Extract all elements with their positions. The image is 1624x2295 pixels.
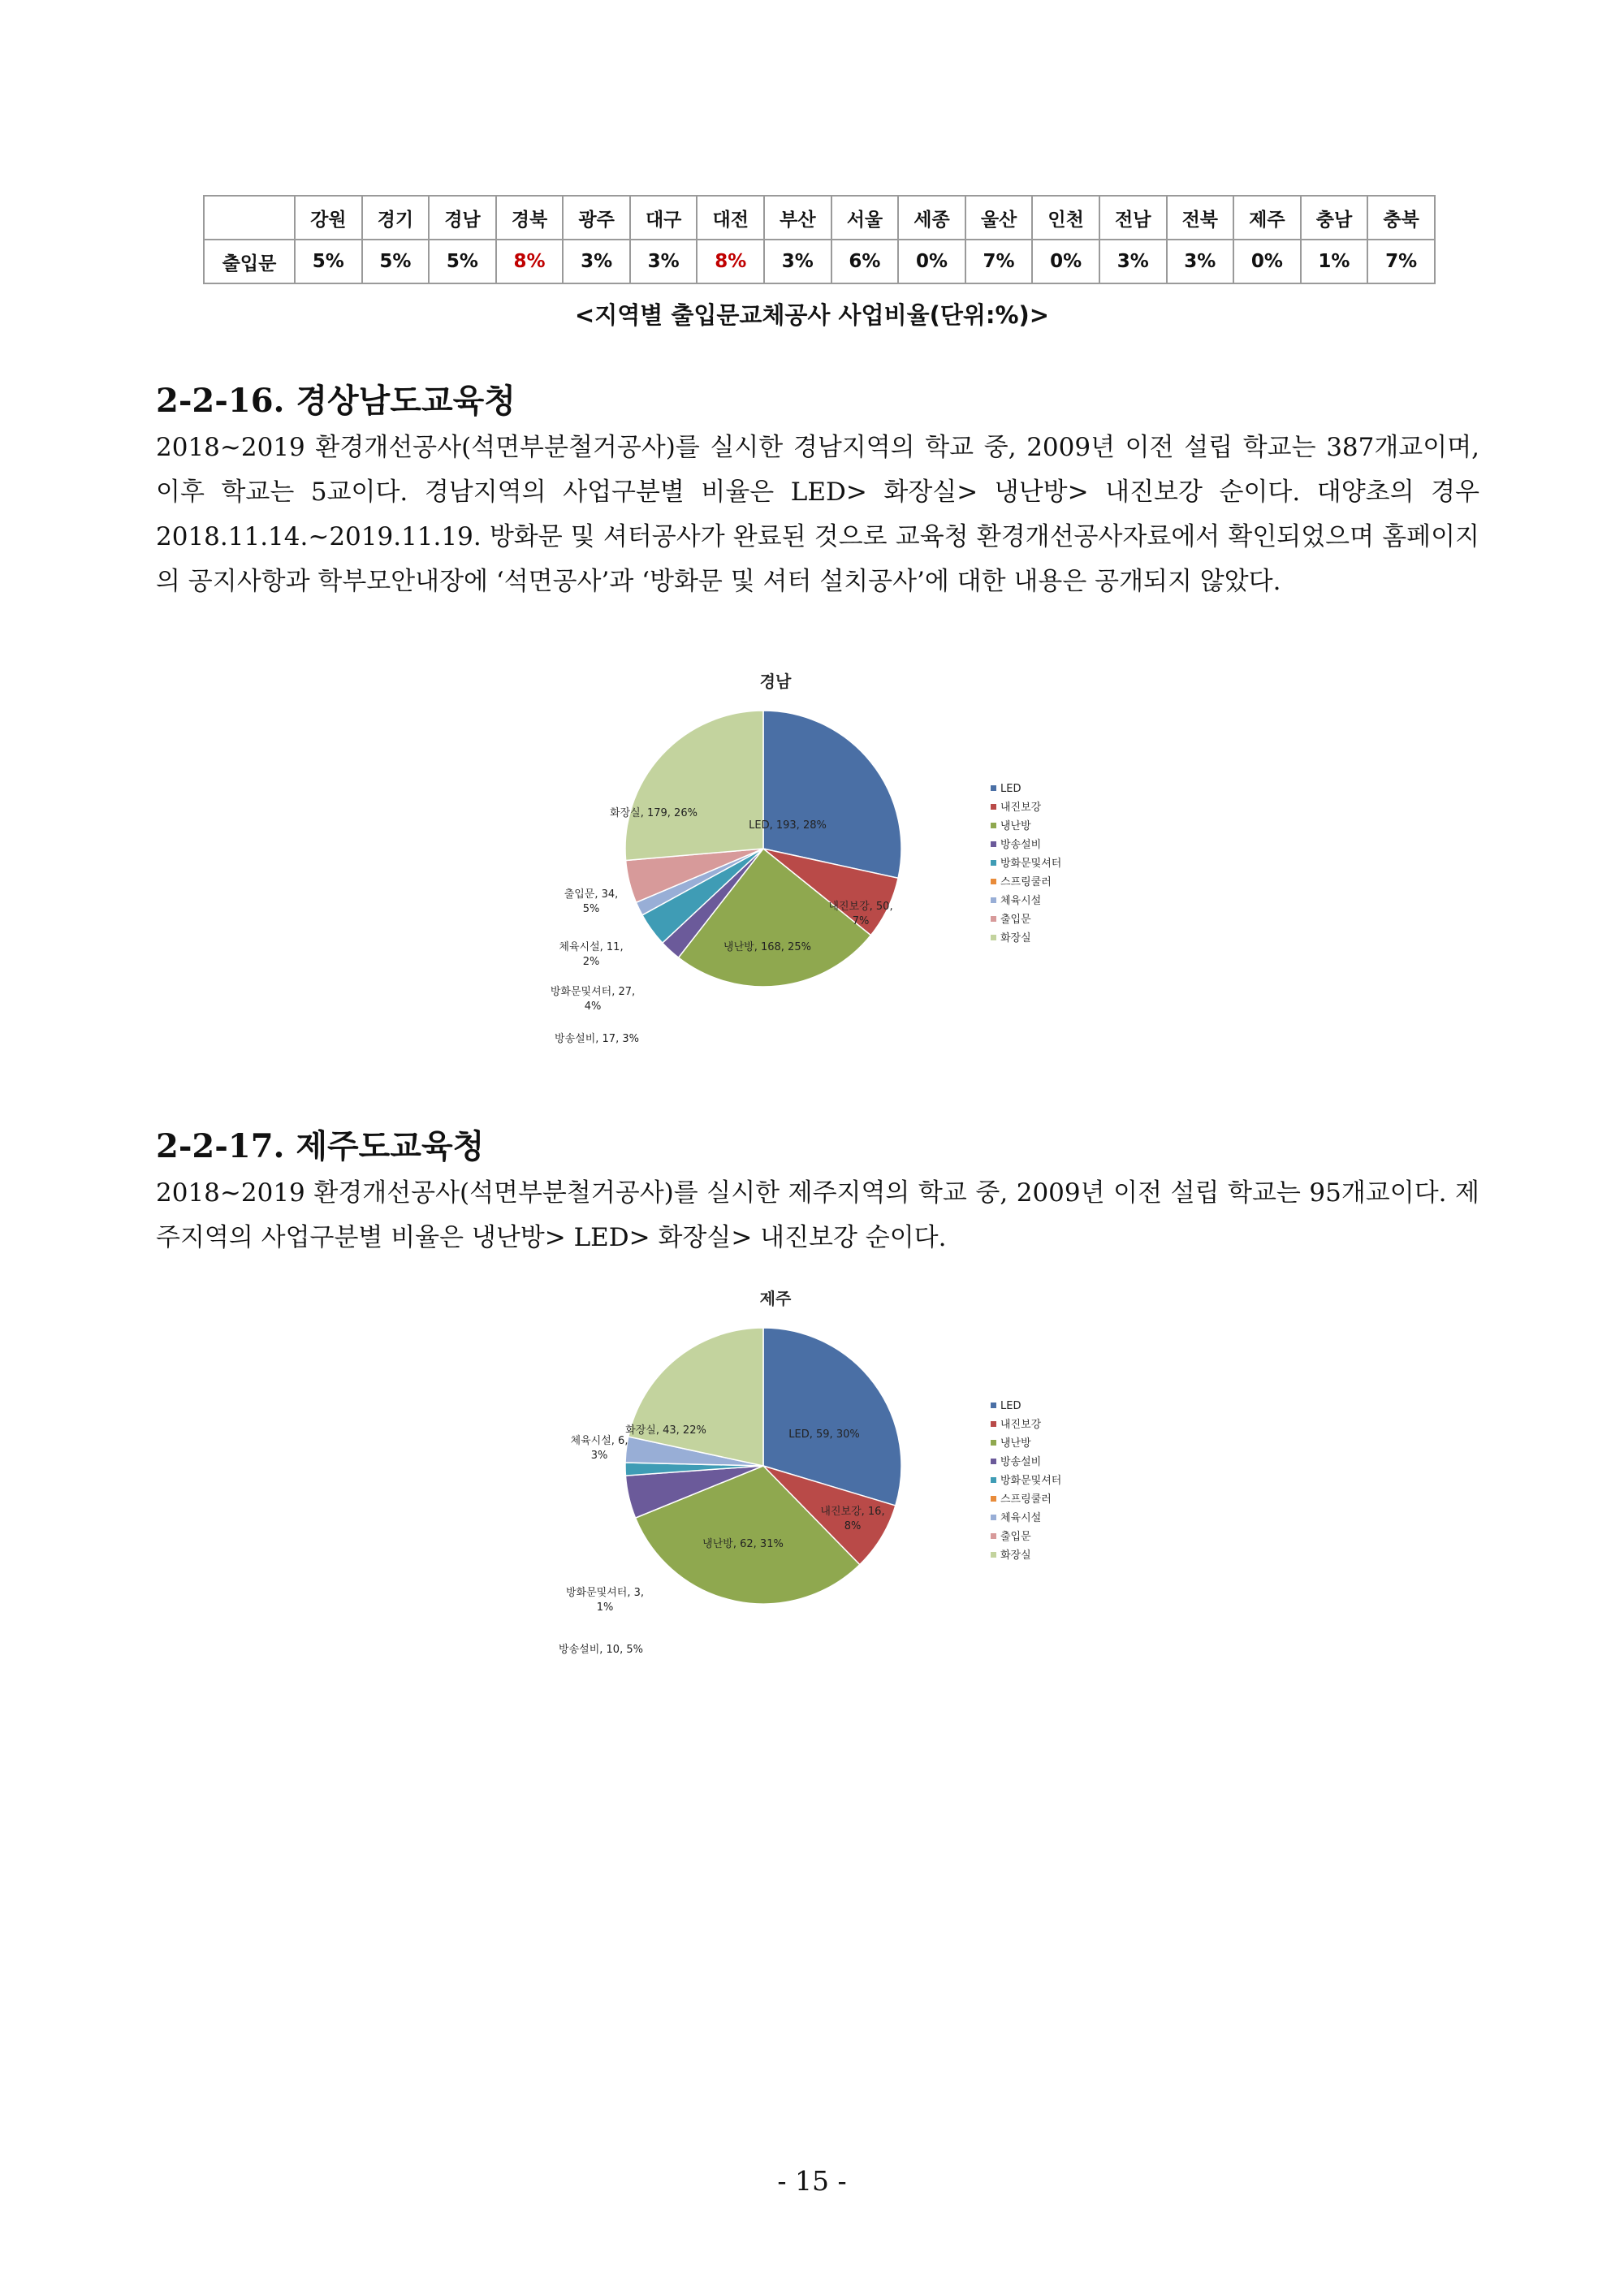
pie-chart-jeju-svg: [536, 1283, 1104, 1665]
table-value-cell: 3%: [764, 240, 831, 283]
slice-label: 내진보강, 50, 7%: [828, 901, 893, 927]
slice-label: 방화문및셔터, 3, 1%: [565, 1587, 645, 1614]
table-header-cell: 부산: [764, 196, 831, 240]
table-header-cell: 서울: [831, 196, 899, 240]
slice-label: 체육시설, 11, 2%: [559, 941, 624, 968]
page-number: - 15 -: [777, 2165, 847, 2197]
legend-swatch: [991, 1477, 996, 1483]
legend-label: 스프링쿨러: [1000, 876, 1052, 888]
slice-label: LED, 59, 30%: [788, 1428, 860, 1441]
table-value-cell: 1%: [1301, 240, 1368, 283]
legend-swatch: [991, 823, 996, 828]
slice-label: LED, 193, 28%: [749, 819, 827, 832]
legend-label: 내진보강: [1000, 802, 1042, 814]
section-paragraph-jeju: 2018~2019 환경개선공사(석면부분철거공사)를 실시한 제주지역의 학교 중, 2009년 이전 설립 학교는 95개교이다. 제주지역의 사업구분별 비율은 냉난방> LED> 화장실> 내진보강 순이다.: [156, 1178, 1479, 1252]
legend-label: 출입문: [1000, 914, 1031, 926]
slice-label: 방송설비, 17, 3%: [555, 1033, 639, 1045]
legend-label: 화장실: [1000, 1549, 1031, 1562]
table-row-label: 출입문: [204, 240, 295, 283]
table-value-cell: 5%: [362, 240, 430, 283]
table-value-cell: 8%: [496, 240, 564, 283]
legend-label: LED: [1000, 783, 1021, 795]
legend-label: 내진보강: [1000, 1419, 1042, 1431]
table-header-cell: 대구: [630, 196, 698, 240]
table-header-cell: 전남: [1099, 196, 1167, 240]
legend-swatch: [991, 1421, 996, 1427]
table-value-cell: 3%: [1099, 240, 1167, 283]
legend-swatch: [991, 1515, 996, 1520]
legend-label: 방송설비: [1000, 1456, 1042, 1468]
table-header-cell: 울산: [965, 196, 1033, 240]
legend-swatch: [991, 897, 996, 903]
section-heading-jeju: 2-2-17. 제주도교육청: [156, 1127, 485, 1165]
legend-swatch: [991, 916, 996, 922]
table-value-cell: 3%: [563, 240, 630, 283]
legend-label: LED: [1000, 1400, 1021, 1412]
legend-swatch: [991, 841, 996, 847]
table-value-cell: 0%: [1032, 240, 1099, 283]
table-value-cell: 0%: [898, 240, 965, 283]
table-caption: <지역별 출입문교체공사 사업비율(단위:%)>: [574, 301, 1050, 329]
slice-label: 냉난방, 62, 31%: [702, 1538, 784, 1550]
section-heading-gyeongnam: 2-2-16. 경상남도교육청: [156, 382, 516, 420]
section-paragraph-gyeongnam: 2018~2019 환경개선공사(석면부분철거공사)를 실시한 경남지역의 학교 중, 2009년 이전 설립 학교는 387개교이며, 이후 학교는 5교이다. 경남지역의 사업구분별 비율은 LED> 화장실> 냉난방> 내진보강 순이다. 대양초의 경우 2018.11.14.~2019.11.19. 방화문 및 셔터공사가 완료된 것으로 교육청 환경개선공사자료에서 확인되었으며 홈페이지의 공지사항과 학부모안내장에 ‘석면공사’과 ‘방화문 및 셔터 설치공사’에 대한 내용은 공개되지 않았다.: [156, 433, 1479, 596]
legend-swatch: [991, 1440, 996, 1446]
table-value-cell: 7%: [965, 240, 1033, 283]
table-value-cell: 3%: [1167, 240, 1234, 283]
table-header-cell: 광주: [563, 196, 630, 240]
chart-title: 제주: [759, 1289, 792, 1308]
legend-swatch: [991, 860, 996, 866]
table-header-cell: 경북: [496, 196, 564, 240]
table-header-cell: 전북: [1167, 196, 1234, 240]
table-header-cell: 세종: [898, 196, 965, 240]
table-header-cell: 충남: [1301, 196, 1368, 240]
table-value-cell: 5%: [429, 240, 496, 283]
table-header-cell: 강원: [295, 196, 362, 240]
region-door-table: [203, 195, 1436, 284]
slice-label: 냉난방, 168, 25%: [723, 941, 811, 953]
slice-label: 방송설비, 10, 5%: [559, 1644, 643, 1656]
table-value-row: [204, 240, 1435, 283]
table-value-cell: 8%: [697, 240, 764, 283]
slice-label: 내진보강, 16, 8%: [820, 1506, 885, 1532]
legend-swatch: [991, 785, 996, 791]
legend-swatch: [991, 935, 996, 940]
legend-swatch: [991, 1402, 996, 1408]
legend-swatch: [991, 1496, 996, 1502]
chart-title: 경남: [759, 672, 792, 691]
table-value-cell: 6%: [831, 240, 899, 283]
legend-swatch: [991, 879, 996, 884]
pie-chart-gyeongnam-svg: [536, 666, 1104, 1048]
table-value-cell: 5%: [295, 240, 362, 283]
slice-label: 체육시설, 6, 3%: [570, 1435, 628, 1462]
pie-slice: [625, 711, 763, 861]
legend-label: 냉난방: [1000, 820, 1031, 832]
pie-chart-gyeongnam: [536, 666, 1104, 1051]
table-value-cell: 3%: [630, 240, 698, 283]
slice-label: 화장실, 43, 22%: [625, 1424, 706, 1437]
legend-label: 화장실: [1000, 932, 1031, 944]
slice-label: 화장실, 179, 26%: [610, 807, 698, 819]
table-header-cell: 인천: [1032, 196, 1099, 240]
pie-chart-jeju: [536, 1283, 1104, 1668]
legend-swatch: [991, 1459, 996, 1464]
table-header-cell: 충북: [1367, 196, 1435, 240]
legend-label: 체육시설: [1000, 895, 1042, 907]
table-header-cell: 경기: [362, 196, 430, 240]
table-value-cell: 7%: [1367, 240, 1435, 283]
legend-label: 방화문및셔터: [1000, 1475, 1062, 1487]
slice-label: 방화문및셔터, 27, 4%: [550, 986, 636, 1013]
legend-swatch: [991, 1533, 996, 1539]
legend-label: 스프링쿨러: [1000, 1493, 1052, 1506]
legend-label: 방송설비: [1000, 839, 1042, 851]
legend-swatch: [991, 804, 996, 810]
legend-swatch: [991, 1552, 996, 1558]
table-value-cell: 0%: [1233, 240, 1301, 283]
table-header-cell: 제주: [1233, 196, 1301, 240]
legend-label: 체육시설: [1000, 1512, 1042, 1524]
table-header-row: [204, 196, 1435, 240]
table-header-cell: 대전: [697, 196, 764, 240]
legend-label: 출입문: [1000, 1531, 1031, 1543]
legend-label: 방화문및셔터: [1000, 858, 1062, 870]
legend-label: 냉난방: [1000, 1437, 1031, 1450]
table-corner-cell: [204, 196, 295, 240]
table-header-cell: 경남: [429, 196, 496, 240]
slice-label: 출입문, 34, 5%: [564, 888, 619, 915]
